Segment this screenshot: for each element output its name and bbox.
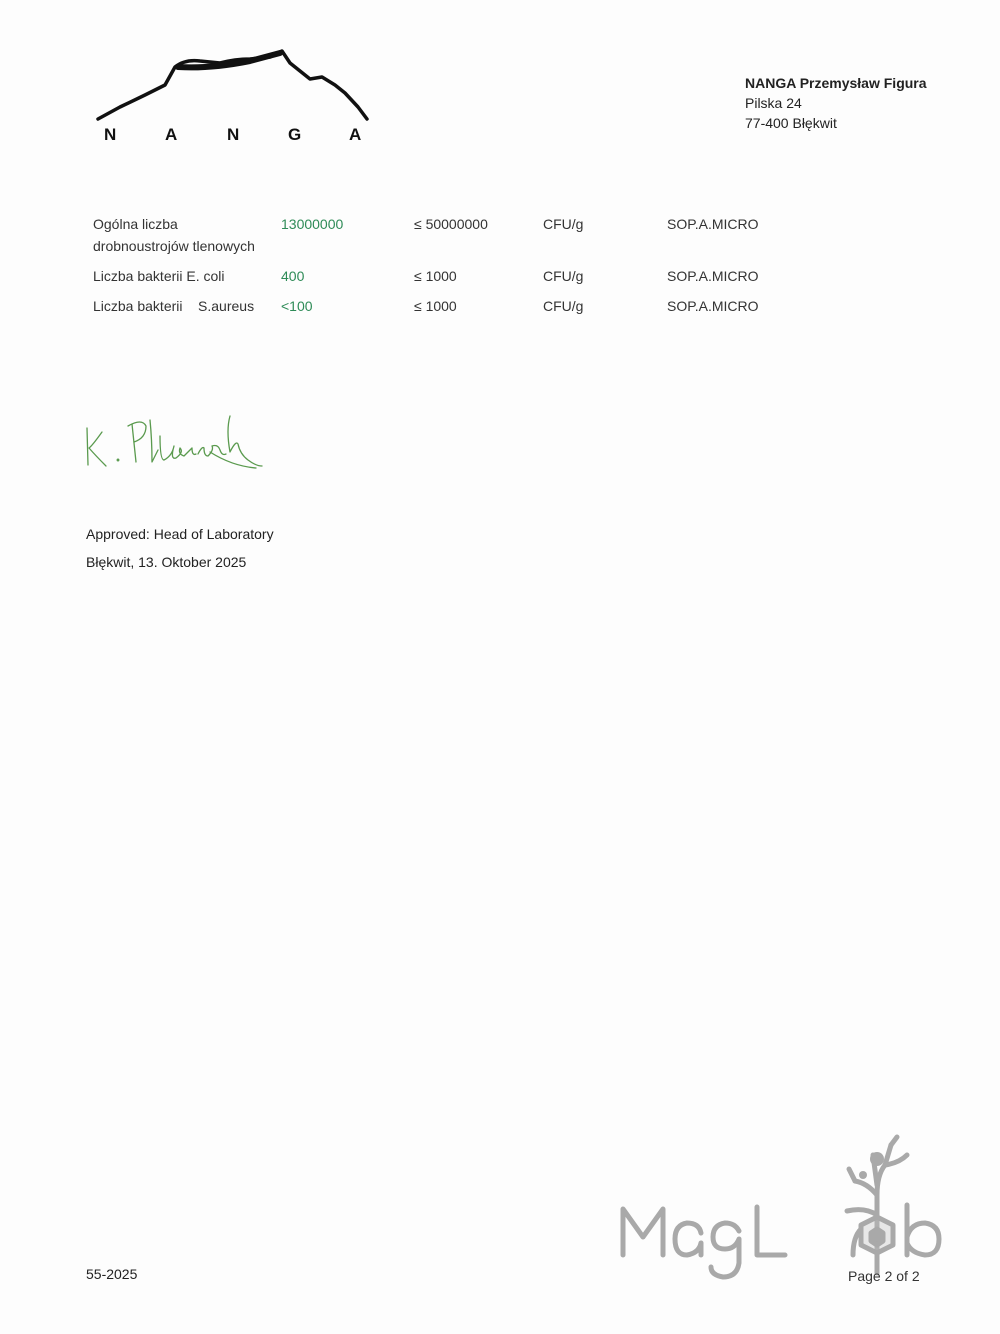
logo-letter: G — [288, 125, 302, 144]
unit-value: CFU/g — [543, 298, 584, 314]
result-value: 13000000 — [281, 216, 344, 232]
company-name: NANGA Przemysław Figura — [745, 75, 927, 91]
result-value: <100 — [281, 298, 313, 314]
parameter-name-line: drobnoustrojów tlenowych — [93, 238, 255, 254]
company-address — [745, 73, 927, 133]
mountain-ridge-icon — [90, 45, 375, 125]
maglab-watermark — [615, 1125, 965, 1290]
company-street: Pilska 24 — [745, 95, 802, 111]
limit-value: ≤ 1000 — [414, 268, 457, 284]
unit-value: CFU/g — [543, 268, 584, 284]
place-date: Błękwit, 13. Oktober 2025 — [86, 554, 247, 570]
signature-icon — [80, 410, 270, 480]
unit-value: CFU/g — [543, 216, 584, 232]
page-indicator: Page 2 of 2 — [848, 1268, 920, 1284]
parameter-name: Liczba bakterii S.aureus — [93, 298, 255, 314]
logo-letter: A — [165, 125, 178, 144]
parameter-name-line: Ogólna liczba — [93, 216, 178, 232]
signature — [80, 410, 270, 480]
limit-value: ≤ 50000000 — [414, 216, 488, 232]
method-value: SOP.A.MICRO — [667, 216, 759, 232]
parameter-name — [93, 213, 273, 257]
company-city: 77-400 Błękwit — [745, 115, 837, 131]
nanga-logo — [90, 45, 375, 155]
logo-wordmark — [90, 125, 375, 151]
table-row — [93, 213, 793, 265]
table-row — [93, 265, 793, 295]
document-number: 55-2025 — [86, 1266, 138, 1282]
logo-letter: N — [104, 125, 117, 144]
approval-label: Approved: Head of Laboratory — [86, 526, 274, 542]
limit-value: ≤ 1000 — [414, 298, 457, 314]
result-value: 400 — [281, 268, 305, 284]
method-value: SOP.A.MICRO — [667, 268, 759, 284]
maglab-logo-icon — [615, 1125, 965, 1290]
logo-letter: A — [349, 125, 362, 144]
method-value: SOP.A.MICRO — [667, 298, 759, 314]
logo-letter: N — [227, 125, 240, 144]
results-table — [93, 213, 793, 325]
parameter-name: Liczba bakterii E. coli — [93, 268, 225, 284]
table-row — [93, 295, 793, 325]
